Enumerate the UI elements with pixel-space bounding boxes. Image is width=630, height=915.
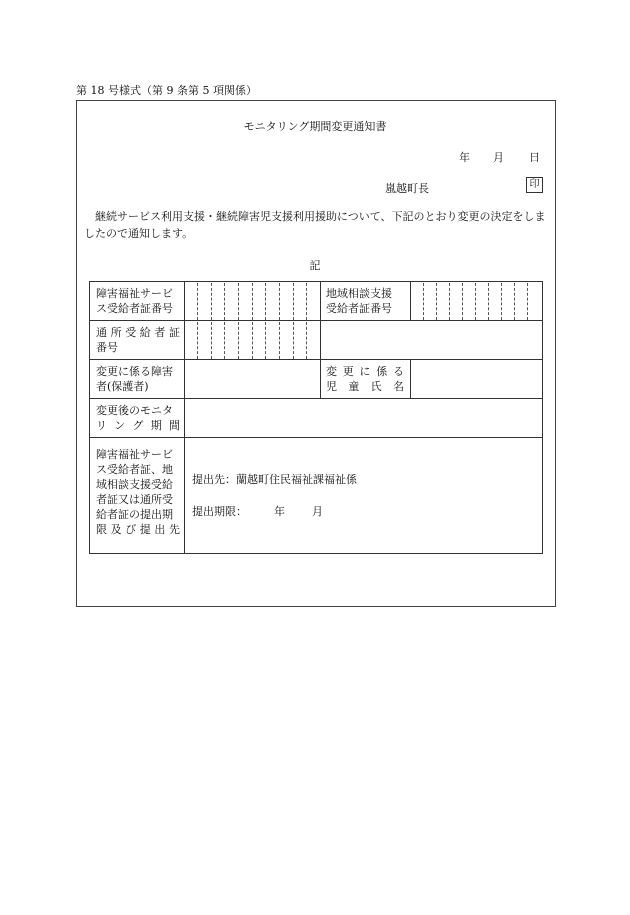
digit-separator (238, 283, 239, 320)
issuer-name: 嵐越町長 (385, 182, 429, 195)
digit-separator (224, 283, 225, 320)
details-table (89, 281, 543, 554)
digit-separator (423, 283, 424, 320)
deadline-year: 年 (274, 505, 285, 518)
digit-separator (306, 283, 307, 320)
digit-separator (265, 322, 266, 359)
digit-separator (197, 283, 198, 320)
digit-separator (293, 322, 294, 359)
column-divider (320, 320, 321, 359)
row-divider (90, 320, 542, 321)
date-year-label: 年 (459, 151, 470, 164)
ki-heading: 記 (309, 259, 321, 272)
digit-separator (436, 283, 437, 320)
digit-separator (462, 283, 463, 320)
digit-separator (514, 283, 515, 320)
column-divider (320, 282, 321, 321)
monitoring-period-label: 変更後のモニタ リング期間 (96, 404, 180, 432)
digit-separator (501, 283, 502, 320)
community-consult-cert-label: 地域相談支援 受給者証番号 (326, 287, 392, 315)
child-name-label: 変更に係る 児童氏名 (326, 365, 404, 393)
notice-body: 継続サービス利用支援・継続障害児支援利用援助について、下記のとおり変更の決定をしましたので通知します。 (84, 210, 546, 240)
date-month-label: 月 (493, 151, 504, 164)
disability-service-cert-label: 障害福祉サービ ス受給者証番号 (96, 287, 173, 315)
digit-separator (252, 322, 253, 359)
digit-separator (224, 322, 225, 359)
digit-separator (265, 283, 266, 320)
column-divider (320, 359, 321, 398)
digit-separator (475, 283, 476, 320)
column-divider (184, 282, 185, 554)
digit-separator (238, 322, 239, 359)
row-divider (90, 437, 542, 438)
deadline-label: 提出期限： (192, 505, 247, 518)
column-divider (410, 282, 411, 321)
digit-separator (197, 322, 198, 359)
digit-separator (252, 283, 253, 320)
form-number: 第 18 号様式（第 9 条第 5 項関係） (76, 84, 257, 97)
date-day-label: 日 (529, 151, 540, 164)
column-divider (410, 359, 411, 398)
digit-separator (488, 283, 489, 320)
seal-mark: 印 (526, 177, 543, 193)
digit-separator (211, 322, 212, 359)
digit-separator (449, 283, 450, 320)
row-divider (90, 398, 542, 399)
row-divider (90, 359, 542, 360)
digit-separator (279, 283, 280, 320)
submit-to-text: 提出先：蘭越町住民福祉課福祉係 (192, 473, 357, 486)
digit-separator (211, 283, 212, 320)
document-title: モニタリング期間変更通知書 (243, 120, 387, 133)
submission-label: 障害福祉サービ ス受給者証、地 域相談支援受給 者証又は通所受 給者証の提出期 限及び提出先 (96, 448, 180, 536)
guardian-label: 変更に係る障害 者(保護者) (96, 365, 173, 393)
digit-separator (527, 283, 528, 320)
digit-separator (279, 322, 280, 359)
digit-separator (293, 283, 294, 320)
day-service-cert-label: 通所受給者証 番号 (96, 326, 180, 354)
deadline-month: 月 (312, 505, 323, 518)
digit-separator (306, 322, 307, 359)
